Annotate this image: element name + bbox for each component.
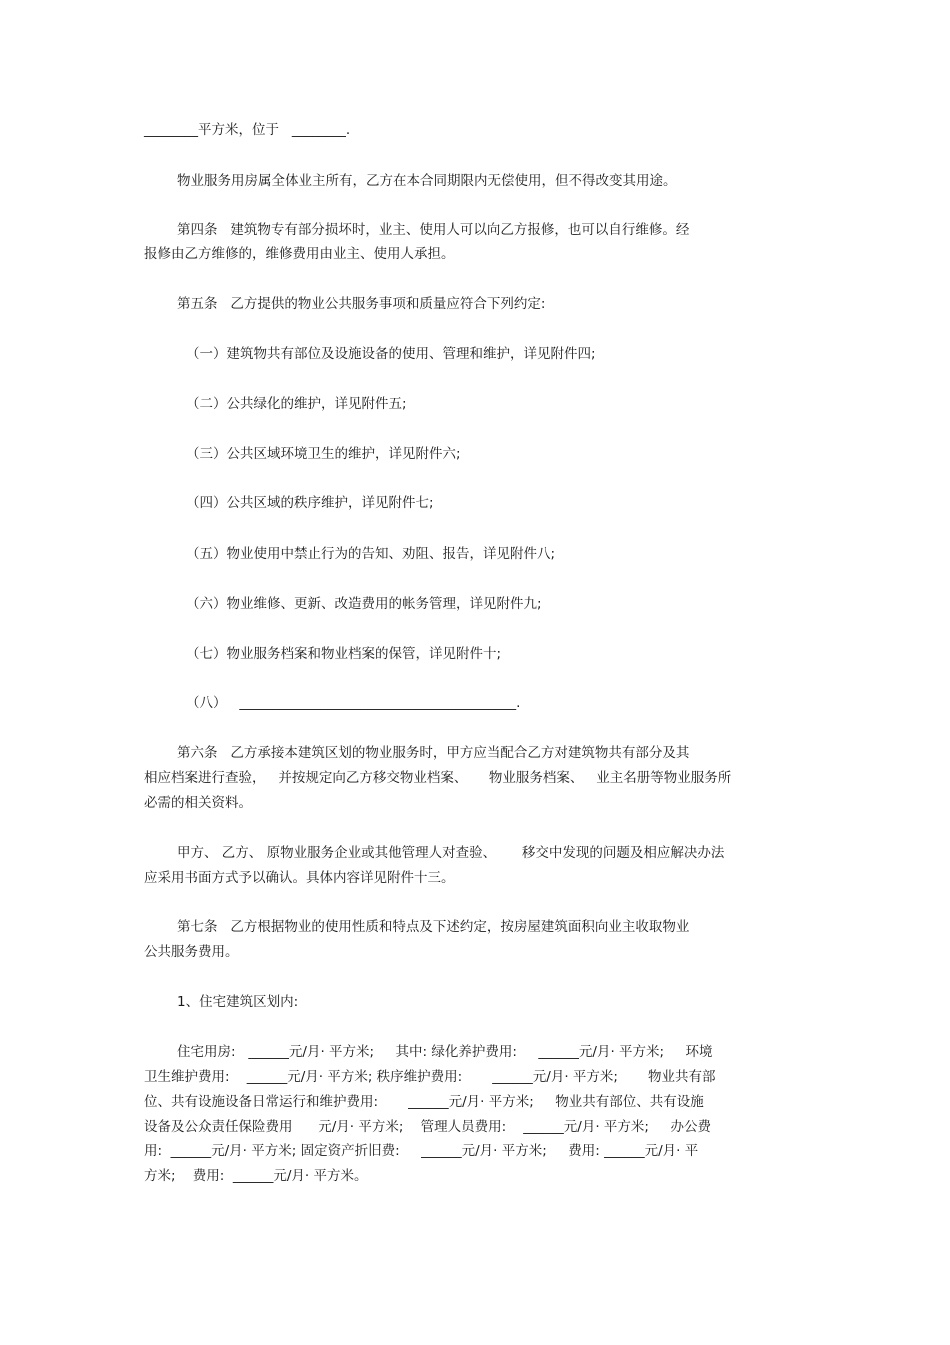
text-line: 位、共有设施设备日常运行和维护费用: ______元/月· 平方米; 物业共有部位、共有设施 [144,1094,704,1110]
text-line: 公共服务费用。 [144,944,239,960]
list-item: （四）公共区域的秩序维护，详见附件七; [186,495,434,511]
text-line: 卫生维护费用: ______元/月· 平方米; 秩序维护费用: ______元/月· 平方米; 物业共有部 [144,1069,716,1085]
text-line: 住宅用房: ______元/月· 平方米; 其中: 绿化养护费用: ______元/月· 平方米; 环境 [177,1044,713,1060]
text-line: 第六条 乙方承接本建筑区划的物业服务时，甲方应当配合乙方对建筑物共有部分及其 [177,745,690,761]
list-item: （一）建筑物共有部位及设施设备的使用、管理和维护，详见附件四; [186,346,596,362]
text-line: 第四条 建筑物专有部分损坏时，业主、使用人可以向乙方报修，也可以自行维修。经 [177,222,690,238]
list-item: （五）物业使用中禁止行为的告知、劝阻、报告，详见附件八; [186,546,556,562]
text-line: ________平方米，位于 ________. [144,122,351,138]
list-item: （八） _________________________________________. [186,695,521,711]
text-line: 报修由乙方维修的，维修费用由业主、使用人承担。 [144,246,455,262]
list-item: （三）公共区域环境卫生的维护，详见附件六; [186,446,461,462]
text-line: 设备及公众责任保险费用 元/月· 平方米; 管理人员费用: ______元/月· 平方米; 办公费 [144,1119,711,1135]
list-item: （七）物业服务档案和物业档案的保管，详见附件十; [186,646,502,662]
list-item: （六）物业维修、更新、改造费用的帐务管理，详见附件九; [186,596,542,612]
text-line: 甲方、 乙方、 原物业服务企业或其他管理人对查验、 移交中发现的问题及相应解决办法 [177,845,725,861]
text-line: 应采用书面方式予以确认。具体内容详见附件十三。 [144,870,455,886]
text-line: 第七条 乙方根据物业的使用性质和特点及下述约定，按房屋建筑面积向业主收取物业 [177,919,690,935]
text-line: 必需的相关资料。 [144,795,252,811]
list-item: （二）公共绿化的维护，详见附件五; [186,396,407,412]
text-line: 物业服务用房属全体业主所有，乙方在本合同期限内无偿使用，但不得改变其用途。 [177,173,677,189]
text-line: 第五条 乙方提供的物业公共服务事项和质量应符合下列约定: [177,296,546,312]
section-heading: 1、住宅建筑区划内: [177,994,299,1010]
text-line: 方米; 费用: ______元/月· 平方米。 [144,1168,368,1184]
text-line: 用: ______元/月· 平方米; 固定资产折旧费: ______元/月· 平方米; 费用: ______元/月· 平 [144,1143,699,1159]
text-line: 相应档案进行查验， 并按规定向乙方移交物业档案、 物业服务档案、 业主名册等物业服务所 [144,770,732,786]
